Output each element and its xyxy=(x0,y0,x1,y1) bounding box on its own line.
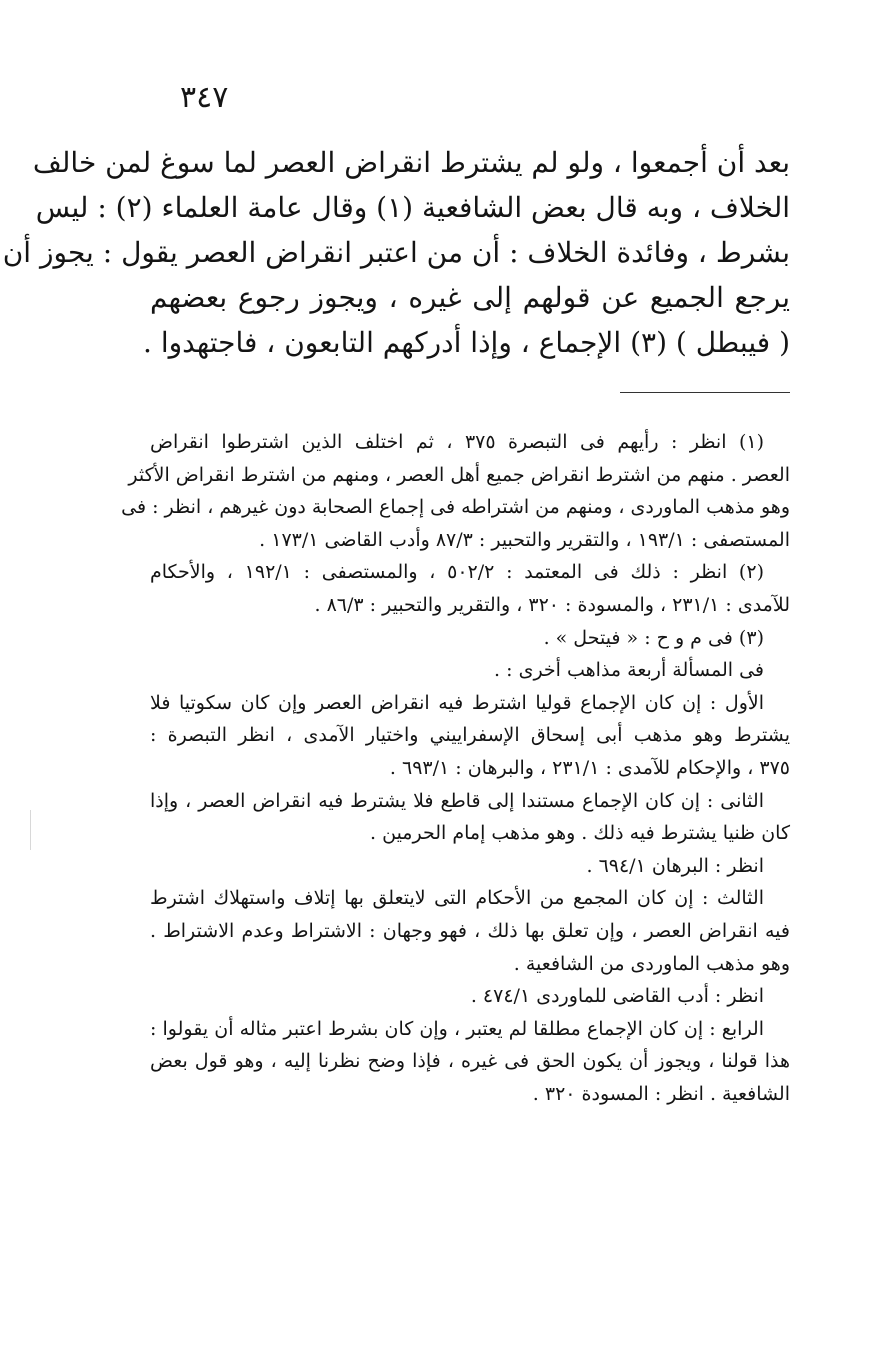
footnote-line: (٣) فى م و ح : « فيتحل » . xyxy=(543,626,764,649)
footnote-line: العصر . منهم من اشترط انقراض جميع أهل العصر ، ومنهم من اشترط انقراض الأكثر xyxy=(128,463,790,486)
footnote-line: (٢) انظر : ذلك فى المعتمد : ٥٠٢/٢ ، والمستصفى : ١٩٢/١ ، والأحكام xyxy=(150,561,764,584)
footnote-line: للآمدى : ٢٣١/١ ، والمسودة : ٣٢٠ ، والتقرير والتحبير : ٨٦/٣ . xyxy=(314,593,790,616)
footnote-line: كان ظنيا يشترط فيه ذلك . وهو مذهب إمام الحرمين . xyxy=(370,822,790,845)
footnote-line: ٣٧٥ ، والإحكام للآمدى : ٢٣١/١ ، والبرهان : ٦٩٣/١ . xyxy=(389,756,790,779)
main-text-line: الخلاف ، وبه قال بعض الشافعية (١) وقال عامة العلماء (٢) : ليس xyxy=(35,191,790,224)
main-text-line: ( فيبطل ) (٣) الإجماع ، وإذا أدركهم التابعون ، فاجتهدوا . xyxy=(143,326,790,359)
footnote-line: يشترط وهو مذهب أبى إسحاق الإسفراييني واختيار الآمدى ، انظر التبصرة : xyxy=(150,724,790,747)
main-text xyxy=(2,140,790,365)
footnote-line: الشافعية . انظر : المسودة ٣٢٠ . xyxy=(532,1082,790,1105)
page-number: ٣٤٧ xyxy=(180,80,229,115)
footnote-line: الرابع : إن كان الإجماع مطلقا لم يعتبر ، وإن كان بشرط اعتبر مثاله أن يقولوا : xyxy=(150,1017,764,1040)
main-text-line: يرجع الجميع عن قولهم إلى غيره ، ويجوز رجوع بعضهم xyxy=(150,281,790,314)
footnote-line: الأول : إن كان الإجماع قوليا اشترط فيه انقراض العصر وإن كان سكوتيا فلا xyxy=(150,691,764,714)
footnote-divider xyxy=(620,392,790,393)
footnote-line: هذا قولنا ، ويجوز أن يكون الحق فى غيره ، فإذا وضح نظرنا إليه ، وهو قول بعض xyxy=(150,1050,790,1073)
footnote-line: الثانى : إن كان الإجماع مستندا إلى قاطع فلا يشترط فيه انقراض العصر ، وإذا xyxy=(150,789,764,812)
scan-margin-mark xyxy=(30,810,31,850)
footnotes xyxy=(121,426,790,1110)
footnote-line: المستصفى : ١٩٣/١ ، والتقرير والتحبير : ٨٧/٣ وأدب القاضى ١٧٣/١ . xyxy=(259,528,790,551)
footnote-line: (١) انظر : رأيهم فى التبصرة ٣٧٥ ، ثم اختلف الذين اشترطوا انقراض xyxy=(150,431,765,453)
main-text-line: بشرط ، وفائدة الخلاف : أن من اعتبر انقراض العصر يقول : يجوز أن xyxy=(2,236,790,269)
footnote-line: انظر : البرهان ٦٩٤/١ . xyxy=(586,854,764,877)
footnote-line: وهو مذهب الماوردى ، ومنهم من اشتراطه فى إجماع الصحابة دون غيرهم ، انظر : فى xyxy=(121,496,790,519)
main-text-line: بعد أن أجمعوا ، ولو لم يشترط انقراض العصر لما سوغ لمن خالف xyxy=(32,146,790,179)
footnote-line: الثالث : إن كان المجمع من الأحكام التى لايتعلق بها إتلاف واستهلاك اشترط xyxy=(150,887,764,910)
footnote-line: انظر : أدب القاضى للماوردى ٤٧٤/١ . xyxy=(470,985,764,1008)
footnote-line: وهو مذهب الماوردى من الشافعية . xyxy=(513,952,790,975)
footnote-line: فيه انقراض العصر ، وإن تعلق بها ذلك ، فهو وجهان : الاشتراط وعدم الاشتراط . xyxy=(150,919,790,942)
footnote-line: فى المسألة أربعة مذاهب أخرى : . xyxy=(494,659,764,682)
